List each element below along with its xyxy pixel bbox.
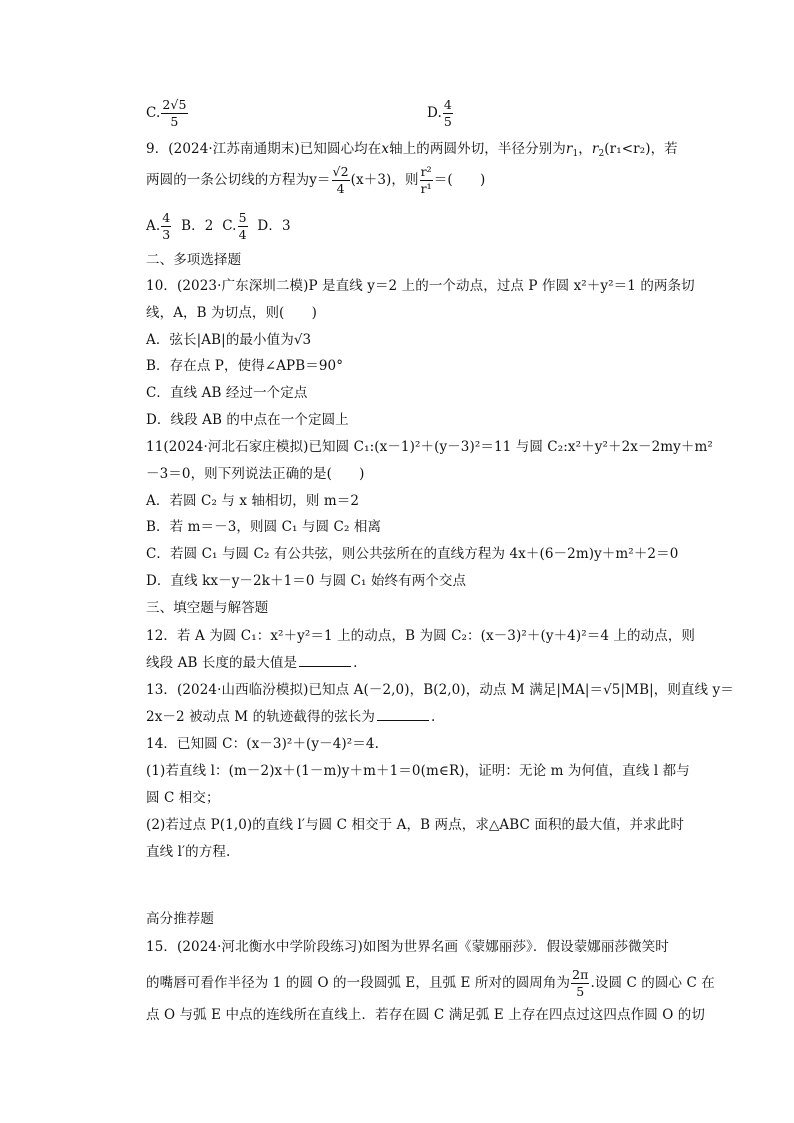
- option-label: C.: [146, 104, 161, 121]
- q15-line2: [146, 968, 715, 999]
- q13-text: .: [431, 709, 436, 725]
- q14-part2-line2: 直线 l′的方程.: [146, 844, 231, 860]
- q9-text: (x＋3)，则: [350, 171, 419, 188]
- fraction: [332, 165, 350, 196]
- fraction-denominator: r¹: [420, 180, 432, 196]
- q12-text: .: [353, 655, 358, 671]
- math-var: r: [565, 141, 573, 157]
- q11-option-a: A．若圆 C₂ 与 x 轴相切，则 m＝2: [146, 493, 360, 509]
- q10-line2: 线，A，B 为切点，则( ): [146, 305, 317, 321]
- q9-text: 两圆的一条公切线的方程为: [146, 171, 310, 188]
- q13-line1: 13．(2024·山西临汾模拟)已知点 A(－2,0)，B(2,0)，动点 M 满足|MA|＝√5|MB|，则直线 y＝: [146, 682, 734, 698]
- fraction-numerator: 2√5: [162, 97, 187, 112]
- fraction-denominator: 5: [443, 113, 452, 129]
- section-heading: 高分推荐题: [146, 911, 214, 927]
- fraction: [420, 165, 433, 196]
- q15-line1: 15．(2024·河北衡水中学阶段练习)如图为世界名画《蒙娜丽莎》．假设蒙娜丽莎微笑时: [146, 939, 669, 955]
- q9-text: y＝: [309, 171, 331, 188]
- fraction: [161, 98, 187, 129]
- q10-option-d: D．线段 AB 的中点在一个定圆上: [146, 412, 349, 428]
- q9-text: 轴上的两圆外切，半径分别为: [389, 141, 566, 157]
- q11-option-d: D．直线 kx－y－2k＋1＝0 与圆 C₁ 始终有两个交点: [146, 573, 467, 589]
- section-heading: 二、多项选择题: [146, 252, 242, 268]
- q14-part1-line2: 圆 C 相交；: [146, 790, 220, 806]
- q14-part1-line1: (1)若直线 l：(m－2)x＋(1－m)y＋m＋1＝0(m∈R)，证明：无论 m 为何值，直线 l 都与: [146, 763, 690, 779]
- fraction: [443, 98, 453, 129]
- fraction-denominator: 4: [238, 226, 247, 242]
- fraction: [238, 211, 248, 242]
- fraction-numerator: 2π: [572, 967, 589, 982]
- fraction-denominator: 5: [170, 113, 179, 129]
- fraction-numerator: 4: [162, 210, 171, 225]
- q9-text: ，: [578, 141, 592, 157]
- q12-line1: 12．若 A 为圆 C₁：x²＋y²＝1 上的动点，B 为圆 C₂：(x－3)²＋(y＋4)²＝4 上的动点，则: [146, 628, 696, 644]
- q14-part2-line1: (2)若过点 P(1,0)的直线 l′与圆 C 相交于 A，B 两点，求△ABC 面积的最大值，并求此时: [146, 817, 684, 833]
- q10-option-b: B．存在点 P，使得∠APB＝90°: [146, 358, 344, 374]
- q13-text: 2x－2 被动点 M 的轨迹截得的弦长为: [146, 709, 375, 725]
- fraction-denominator: 4: [336, 180, 345, 196]
- q13-line2: [146, 711, 435, 725]
- subscript: 1: [572, 149, 579, 159]
- option-b: B．2: [181, 217, 214, 234]
- option-d: D．3: [257, 217, 291, 234]
- q14-line1: 14．已知圆 C：(x－3)²＋(y－4)²＝4.: [146, 736, 379, 752]
- q10-line1: 10．(2023·广东深圳二模)P 是直线 y＝2 上的一个动点，过点 P 作圆 x²＋y²＝1 的两条切: [146, 278, 695, 294]
- fraction: [571, 968, 589, 999]
- q11-option-c: C．若圆 C₁ 与圆 C₂ 有公共弦，则公共弦所在的直线方程为 4x＋(6－2m)y＋m²＋2＝0: [146, 546, 679, 562]
- fraction-numerator: 5: [238, 210, 247, 225]
- option-label: C.: [222, 217, 237, 234]
- q11-option-b: B．若 m＝－3，则圆 C₁ 与圆 C₂ 相离: [146, 519, 382, 535]
- q12-line2: [146, 657, 357, 671]
- q9-text: ＝( ): [433, 171, 486, 188]
- q15-text: .设圆 C 的圆心 C 在: [590, 974, 715, 991]
- q10-option-a: A．弦长|AB|的最小值为√3: [146, 332, 312, 348]
- q9-options: [146, 211, 291, 242]
- fraction: [161, 211, 171, 242]
- section-heading: 三、填空题与解答题: [146, 600, 269, 616]
- fraction-numerator: 4: [443, 97, 452, 112]
- option-label: D.: [427, 104, 442, 121]
- q12-text: 线段 AB 长度的最大值是: [146, 655, 298, 671]
- subscript: 2: [598, 149, 605, 159]
- option-c-prev: [146, 98, 189, 129]
- q9-line1: [146, 143, 678, 157]
- fraction-numerator: r²: [420, 164, 432, 179]
- fraction-numerator: √2: [332, 164, 349, 179]
- q10-option-c: C．直线 AB 经过一个定点: [146, 385, 308, 401]
- option-d-prev: [427, 98, 454, 129]
- option-label: A.: [146, 217, 161, 234]
- q15-text: 的嘴唇可看作半径为 1 的圆 O 的一段圆弧 E，且弧 E 所对的圆周角为: [146, 974, 571, 991]
- q11-line2: －3＝0，则下列说法正确的是( ): [146, 466, 365, 482]
- answer-blank: [299, 666, 351, 667]
- q9-line2: [146, 165, 485, 196]
- answer-blank: [377, 720, 429, 721]
- q11-line1: 11(2024·河北石家庄模拟)已知圆 C₁:(x－1)²＋(y－3)²＝11 与圆 C₂:x²＋y²＋2x－2my＋m²: [146, 439, 713, 455]
- math-var: r: [591, 141, 599, 157]
- fraction-denominator: 5: [576, 983, 585, 999]
- q9-text: (r₁<r₂)，若: [604, 141, 678, 157]
- math-var: x: [381, 141, 390, 157]
- q15-line3: 点 O 与弧 E 中点的连线所在直线上．若存在圆 C 满足弧 E 上存在四点过这四点作圆 O 的切: [146, 1007, 705, 1023]
- fraction-denominator: 3: [162, 226, 171, 242]
- q9-text: 9．(2024·江苏南通期末)已知圆心均在: [146, 141, 382, 157]
